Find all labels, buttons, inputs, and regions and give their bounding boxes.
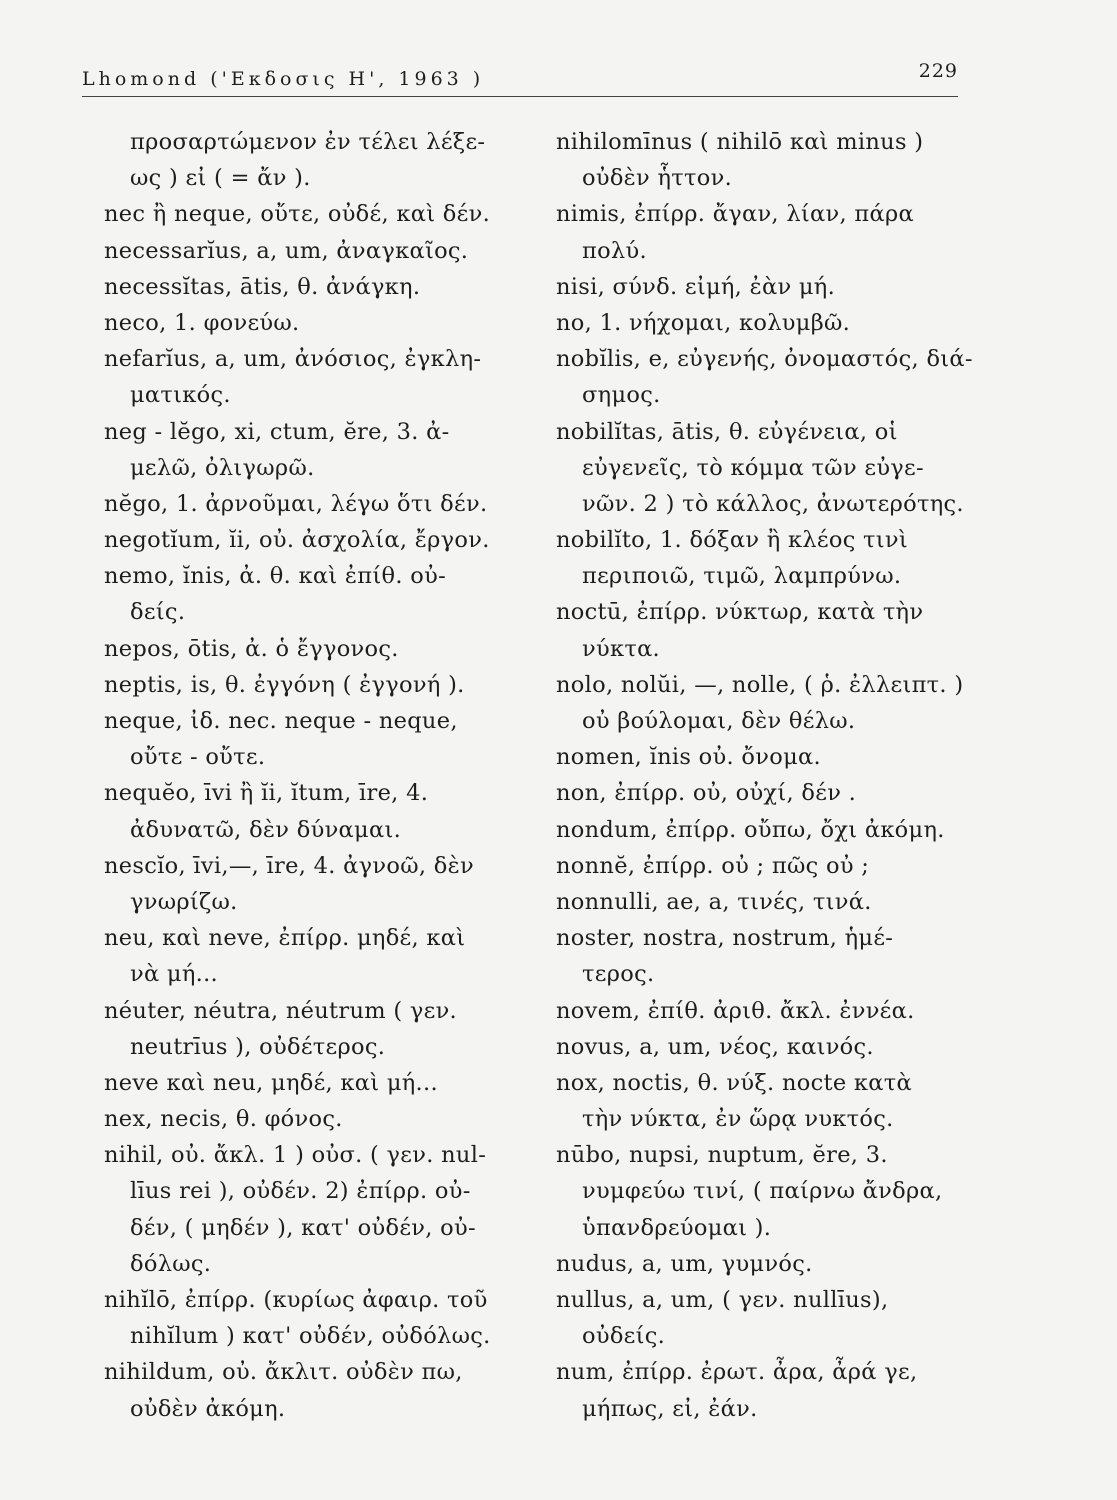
dictionary-line: nihil, οὐ. ἄκλ. 1 ) οὐσ. ( γεν. nul- (104, 1142, 487, 1169)
dictionary-line: νὰ μή... (130, 961, 218, 988)
running-title: Lhomond ('Εκδοσις Η', 1963 ) (82, 68, 485, 90)
dictionary-line: ὑπανδρεύομαι ). (582, 1214, 772, 1241)
dictionary-line: μήπως, εἰ, ἐάν. (582, 1395, 758, 1422)
dictionary-line: τερος. (582, 961, 655, 988)
dictionary-line: nimis, ἐπίρρ. ἄγαν, λίαν, πάρα (556, 201, 914, 228)
dictionary-line: nepos, ōtis, ἀ. ὁ ἔγγονος. (104, 635, 399, 662)
dictionary-line: nomen, ĭnis οὐ. ὄνομα. (556, 744, 821, 771)
dictionary-line: negotĭum, ĭi, οὐ. ἀσχολία, ἔργον. (104, 527, 490, 554)
dictionary-line: neque, ἰδ. nec. neque - neque, (104, 708, 458, 734)
dictionary-line: οὐδὲν ἧττον. (582, 165, 733, 192)
dictionary-line: neutrīus ), οὐδέτερος. (130, 1033, 386, 1060)
dictionary-line: νῶν. 2 ) τὸ κάλλος, ἀνωτερότης. (582, 490, 964, 517)
dictionary-line: τὴν νύκτα, ἐν ὥρᾳ νυκτός. (582, 1106, 894, 1133)
dictionary-line: ως ) εἰ ( = ἄν ). (130, 165, 311, 192)
dictionary-line: nihĭlō, ἐπίρρ. (κυρίως ἀφαιρ. τοῦ (104, 1287, 488, 1313)
dictionary-line: περιποιῶ, τιμῶ, λαμπρύνω. (582, 563, 902, 590)
dictionary-line: nonnulli, ae, a, τινές, τινά. (556, 888, 872, 915)
dictionary-line: δείς. (130, 599, 186, 626)
dictionary-line: nihildum, οὐ. ἄκλιτ. οὐδὲν πω, (104, 1359, 463, 1386)
dictionary-line: οὔτε - οὔτε. (130, 744, 266, 771)
dictionary-line: οὐ βούλομαι, δὲν θέλω. (582, 708, 856, 734)
dictionary-line: necessarĭus, a, um, ἀναγκαῖος. (104, 237, 469, 264)
dictionary-line: εὐγενεῖς, τὸ κόμμα τῶν εὐγε- (582, 454, 924, 481)
dictionary-line: δόλως. (130, 1250, 212, 1277)
dictionary-line: nullus, a, um, ( γεν. nullīus), (556, 1287, 889, 1313)
dictionary-line: γνωρίζω. (130, 888, 238, 915)
dictionary-line: novus, a, um, νέος, καινός. (556, 1033, 874, 1060)
dictionary-line: nudus, a, um, γυμνός. (556, 1250, 813, 1277)
dictionary-line: num, ἐπίρρ. ἐρωτ. ἆρα, ἆρά γε, (556, 1359, 918, 1386)
dictionary-line: μελῶ, ὀλιγωρῶ. (130, 454, 315, 481)
right-column (556, 124, 996, 1427)
dictionary-line: νύκτα. (582, 635, 661, 662)
dictionary-line: nūbo, nupsi, nuptum, ĕre, 3. (556, 1142, 888, 1169)
dictionary-line: nemo, ĭnis, ἀ. θ. καὶ ἐπίθ. οὐ- (104, 563, 446, 590)
dictionary-line: nobilĭtas, ātis, θ. εὐγένεια, οἱ (556, 418, 898, 445)
header-rule (82, 96, 958, 97)
dictionary-line: ματικός. (130, 382, 231, 409)
dictionary-line: σημος. (582, 382, 661, 409)
dictionary-line: nefarĭus, a, um, ἀνόσιος, ἐγκλη- (104, 346, 482, 373)
dictionary-line: neve καὶ neu, μηδέ, καὶ μή... (104, 1069, 438, 1096)
left-column (104, 124, 524, 1427)
dictionary-line: noster, nostra, nostrum, ἡμέ- (556, 925, 894, 952)
page-number: 229 (918, 60, 958, 82)
dictionary-line: οὐδὲν ἀκόμη. (130, 1395, 286, 1422)
dictionary-line: δέν, ( μηδέν ), κατ' οὐδέν, οὐ- (130, 1214, 476, 1241)
dictionary-line: nĕgo, 1. ἀρνοῦμαι, λέγω ὅτι δέν. (104, 490, 488, 517)
dictionary-line: necessĭtas, ātis, θ. ἀνάγκη. (104, 273, 421, 300)
dictionary-line: nobilĭto, 1. δόξαν ἢ κλέος τινὶ (556, 527, 909, 554)
dictionary-line: nonnĕ, ἐπίρρ. οὐ ; πῶς οὐ ; (556, 852, 870, 879)
dictionary-line: nobĭlis, e, εὐγενής, ὀνομαστός, διά- (556, 346, 973, 373)
dictionary-line: nihĭlum ) κατ' οὐδέν, οὐδόλως. (130, 1323, 491, 1350)
dictionary-line: noctū, ἐπίρρ. νύκτωρ, κατὰ τὴν (556, 599, 924, 626)
dictionary-line: nex, necis, θ. φόνος. (104, 1106, 343, 1133)
dictionary-line: nihilomīnus ( nihilō καὶ minus ) (556, 129, 924, 155)
dictionary-line: neco, 1. φονεύω. (104, 309, 300, 336)
dictionary-line: προσαρτώμενον ἐν τέλει λέξε- (130, 129, 486, 155)
dictionary-line: novem, ἐπίθ. ἀριθ. ἄκλ. ἐννέα. (556, 997, 915, 1024)
dictionary-line: πολύ. (582, 237, 647, 264)
dictionary-line: non, ἐπίρρ. οὐ, οὐχί, δέν . (556, 780, 857, 807)
dictionary-line: néuter, néutra, néutrum ( γεν. (104, 997, 457, 1024)
dictionary-line: līus rei ), οὐδέν. 2) ἐπίρρ. οὐ- (130, 1178, 471, 1205)
dictionary-line: nox, noctis, θ. νύξ. nocte κατὰ (556, 1069, 913, 1096)
dictionary-line: neg - lĕgo, xi, ctum, ĕre, 3. ἀ- (104, 418, 450, 445)
dictionary-line: nequĕo, īvi ἢ ĭi, ĭtum, īre, 4. (104, 780, 429, 807)
dictionary-line: neptis, is, θ. ἐγγόνη ( ἐγγονή ). (104, 671, 465, 698)
dictionary-line: ἀδυνατῶ, δὲν δύναμαι. (130, 816, 402, 843)
dictionary-line: no, 1. νήχομαι, κολυμβῶ. (556, 309, 851, 336)
dictionary-line: nec ἢ neque, οὔτε, οὐδέ, καὶ δέν. (104, 201, 491, 228)
dictionary-line: nescĭo, īvi,—, īre, 4. ἀγνοῶ, δὲν (104, 852, 474, 879)
page-header (82, 60, 958, 100)
dictionary-line: neu, καὶ neve, ἐπίρρ. μηδέ, καὶ (104, 925, 466, 952)
dictionary-line: nolo, nolŭi, —, nolle, ( ῥ. ἐλλειπτ. ) (556, 671, 964, 698)
dictionary-line: nisi, σύνδ. εἰμή, ἐὰν μή. (556, 273, 836, 300)
dictionary-line: νυμφεύω τινί, ( παίρνω ἄνδρα, (582, 1178, 943, 1205)
dictionary-line: nondum, ἐπίρρ. οὔπω, ὄχι ἀκόμη. (556, 816, 945, 843)
dictionary-line: οὐδείς. (582, 1323, 666, 1350)
